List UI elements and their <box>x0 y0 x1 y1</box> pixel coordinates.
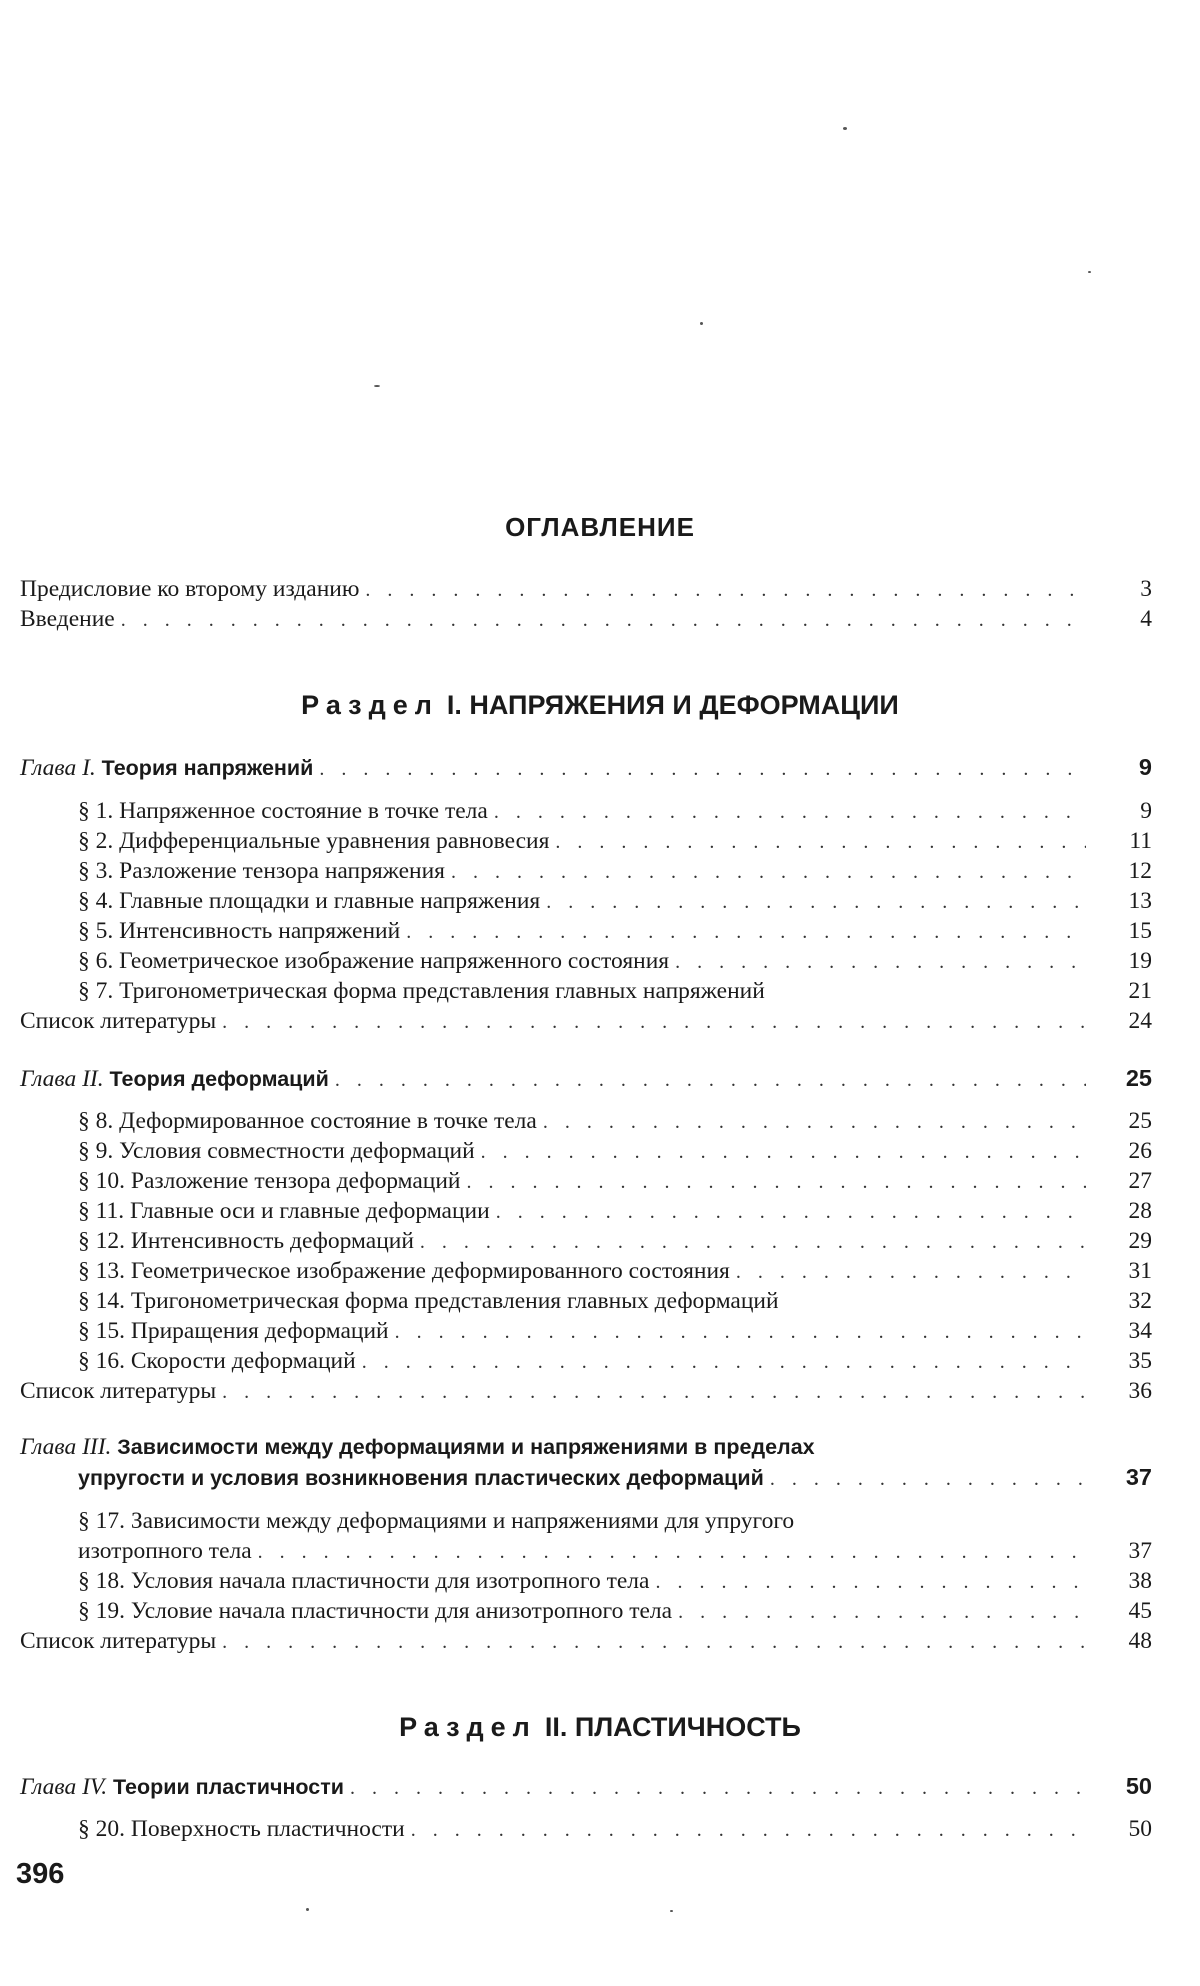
toc-literature-3[interactable] <box>20 1626 1152 1656</box>
toc-chapter-3-line1[interactable] <box>20 1432 1152 1462</box>
scan-speck <box>700 322 703 325</box>
toc-entry[interactable] <box>78 856 1152 886</box>
leader-dots <box>395 1317 1086 1347</box>
scan-speck <box>670 1910 673 1912</box>
entry-text: § 12. Интенсивность деформаций <box>78 1228 414 1254</box>
leader-dots <box>121 605 1086 635</box>
entry-text: § 3. Разложение тензора напряжения <box>78 858 445 884</box>
leader-dots <box>222 1627 1086 1657</box>
leader-dots <box>406 917 1086 947</box>
page-number: 9 <box>1138 754 1152 780</box>
toc-entry[interactable] <box>78 886 1152 916</box>
entry-text: § 1. Напряженное состояние в точке тела <box>78 798 488 824</box>
leader-dots <box>678 1597 1086 1627</box>
section-title-text: I. НАПРЯЖЕНИЯ И ДЕФОРМАЦИИ <box>446 690 899 720</box>
toc-entry[interactable] <box>78 1566 1152 1596</box>
entry-text: § 19. Условие начала пластичности для анизотропного тела <box>78 1598 673 1624</box>
chapter-label: Глава II. <box>20 1066 104 1092</box>
toc-entry[interactable] <box>78 1596 1152 1626</box>
entry-text: § 14. Тригонометрическая форма представления главных деформаций <box>78 1288 779 1314</box>
entry-text: § 5. Интенсивность напряжений <box>78 918 401 944</box>
chapter-label: Глава IV. <box>20 1774 108 1800</box>
leader-dots <box>467 1167 1086 1197</box>
leader-dots <box>770 1464 1086 1494</box>
page-number: 3 <box>1140 576 1152 602</box>
leader-dots <box>736 1257 1086 1287</box>
toc-title: ОГЛАВЛЕНИЕ <box>505 512 695 542</box>
toc-entry[interactable] <box>78 796 1152 826</box>
page-number: 29 <box>1128 1228 1152 1254</box>
leader-dots <box>481 1137 1086 1167</box>
page-folio-number: 396 <box>16 1858 65 1890</box>
leader-dots <box>222 1377 1086 1407</box>
page-number: 32 <box>1128 1288 1152 1314</box>
toc-entry[interactable] <box>78 1136 1152 1166</box>
toc-literature-2[interactable] <box>20 1376 1152 1406</box>
chapter-title: Теории пластичности <box>112 1775 344 1799</box>
leader-dots <box>420 1227 1086 1257</box>
page-number: 50 <box>1128 1816 1152 1842</box>
page-number: 36 <box>1128 1378 1152 1404</box>
leader-dots <box>222 1007 1086 1037</box>
entry-text: § 4. Главные площадки и главные напряжения <box>78 888 541 914</box>
page-number: 4 <box>1140 606 1152 632</box>
leader-dots <box>675 947 1086 977</box>
toc-chapter-1[interactable] <box>20 752 1152 782</box>
toc-entry[interactable] <box>78 1196 1152 1226</box>
section-label: Раздел <box>301 690 439 720</box>
toc-entry-introduction[interactable] <box>20 604 1152 634</box>
page-number: 12 <box>1128 858 1152 884</box>
entry-text: § 9. Условия совместности деформаций <box>78 1138 475 1164</box>
entry-text: § 15. Приращения деформаций <box>78 1318 389 1344</box>
entry-text: Список литературы <box>20 1628 217 1654</box>
toc-entry[interactable] <box>78 916 1152 946</box>
toc-chapter-3-line2[interactable] <box>78 1462 1152 1492</box>
toc-entry[interactable] <box>78 826 1152 856</box>
page-number: 35 <box>1128 1348 1152 1374</box>
chapter-label: Глава I. <box>20 755 96 781</box>
chapter-title: Зависимости между деформациями и напряжениями в пределах <box>117 1435 815 1459</box>
section-title-text: II. ПЛАСТИЧНОСТЬ <box>544 1712 801 1742</box>
entry-text: § 7. Тригонометрическая форма представления главных напряжений <box>78 978 765 1004</box>
leader-dots <box>362 1347 1086 1377</box>
leader-dots <box>494 797 1086 827</box>
page-number: 24 <box>1128 1008 1152 1034</box>
page-number: 48 <box>1128 1628 1152 1654</box>
leader-dots <box>335 1065 1086 1095</box>
page-number: 25 <box>1125 1065 1152 1091</box>
toc-entry[interactable] <box>78 1166 1152 1196</box>
section-heading-2 <box>0 1712 1200 1743</box>
page-number: 15 <box>1128 918 1152 944</box>
entry-text: Предисловие ко второму изданию <box>20 576 360 602</box>
entry-text: § 11. Главные оси и главные деформации <box>78 1198 490 1224</box>
toc-entry-17-line1[interactable]: § 17. Зависимости между деформациями и напряжениями для упругого <box>78 1508 795 1534</box>
leader-dots <box>411 1815 1086 1845</box>
leader-dots <box>655 1567 1086 1597</box>
entry-text: § 20. Поверхность пластичности <box>78 1816 405 1842</box>
toc-entry[interactable] <box>78 1106 1152 1136</box>
toc-entry-preface[interactable] <box>20 574 1152 604</box>
page-number: 50 <box>1125 1773 1152 1799</box>
entry-text: § 10. Разложение тензора деформаций <box>78 1168 461 1194</box>
toc-entry[interactable] <box>78 1316 1152 1346</box>
entry-text: Список литературы <box>20 1008 217 1034</box>
page-number: 28 <box>1128 1198 1152 1224</box>
page-number: 31 <box>1128 1258 1152 1284</box>
page-number: 11 <box>1129 828 1152 854</box>
toc-entry[interactable] <box>78 1286 1152 1316</box>
page-number: 19 <box>1128 948 1152 974</box>
chapter-label: Глава III. <box>20 1434 112 1460</box>
page-number: 13 <box>1128 888 1152 914</box>
page-number: 37 <box>1128 1538 1152 1564</box>
entry-text: изотропного тела <box>78 1538 252 1564</box>
leader-dots <box>451 857 1086 887</box>
page-number: 34 <box>1128 1318 1152 1344</box>
page-number: 45 <box>1128 1598 1152 1624</box>
toc-literature-1[interactable] <box>20 1006 1152 1036</box>
leader-dots <box>319 754 1086 784</box>
entry-text: Список литературы <box>20 1378 217 1404</box>
entry-text: § 2. Дифференциальные уравнения равновесия <box>78 828 550 854</box>
toc-entry[interactable] <box>78 946 1152 976</box>
page-number: 9 <box>1140 798 1152 824</box>
page-number: 37 <box>1125 1464 1152 1490</box>
scan-speck <box>374 385 380 387</box>
leader-dots <box>365 575 1086 605</box>
entry-text: § 6. Геометрическое изображение напряженного состояния <box>78 948 670 974</box>
section-label: Раздел <box>399 1712 537 1742</box>
leader-dots <box>496 1197 1086 1227</box>
leader-dots <box>258 1537 1086 1567</box>
leader-dots <box>350 1773 1086 1803</box>
chapter-title-cont: упругости и условия возникновения пластических деформаций <box>78 1466 764 1490</box>
toc-entry[interactable] <box>78 1226 1152 1256</box>
entry-text: § 13. Геометрическое изображение деформированного состояния <box>78 1258 730 1284</box>
page-number: 25 <box>1128 1108 1152 1134</box>
leader-dots <box>543 1107 1086 1137</box>
chapter-title: Теория напряжений <box>101 756 314 780</box>
leader-dots <box>546 887 1086 917</box>
section-heading-1 <box>0 690 1200 721</box>
toc-entry[interactable] <box>78 976 1152 1006</box>
toc-entry[interactable] <box>78 1346 1152 1376</box>
scan-speck <box>843 127 847 130</box>
toc-entry-17-line2[interactable] <box>78 1536 1152 1566</box>
entry-text: Введение <box>20 606 115 632</box>
toc-chapter-2[interactable] <box>20 1063 1152 1093</box>
toc-chapter-4[interactable] <box>20 1771 1152 1801</box>
entry-text: § 8. Деформированное состояние в точке тела <box>78 1108 537 1134</box>
entry-text: § 18. Условия начала пластичности для изотропного тела <box>78 1568 650 1594</box>
leader-dots <box>555 827 1086 857</box>
toc-entry[interactable] <box>78 1256 1152 1286</box>
scan-speck <box>306 1908 309 1911</box>
chapter-title: Теория деформаций <box>109 1067 329 1091</box>
entry-text: § 16. Скорости деформаций <box>78 1348 356 1374</box>
toc-entry[interactable] <box>78 1814 1152 1844</box>
page-number: 26 <box>1128 1138 1152 1164</box>
scan-speck <box>1088 271 1091 273</box>
page-number: 21 <box>1128 978 1152 1004</box>
page-number: 27 <box>1128 1168 1152 1194</box>
page-number: 38 <box>1128 1568 1152 1594</box>
